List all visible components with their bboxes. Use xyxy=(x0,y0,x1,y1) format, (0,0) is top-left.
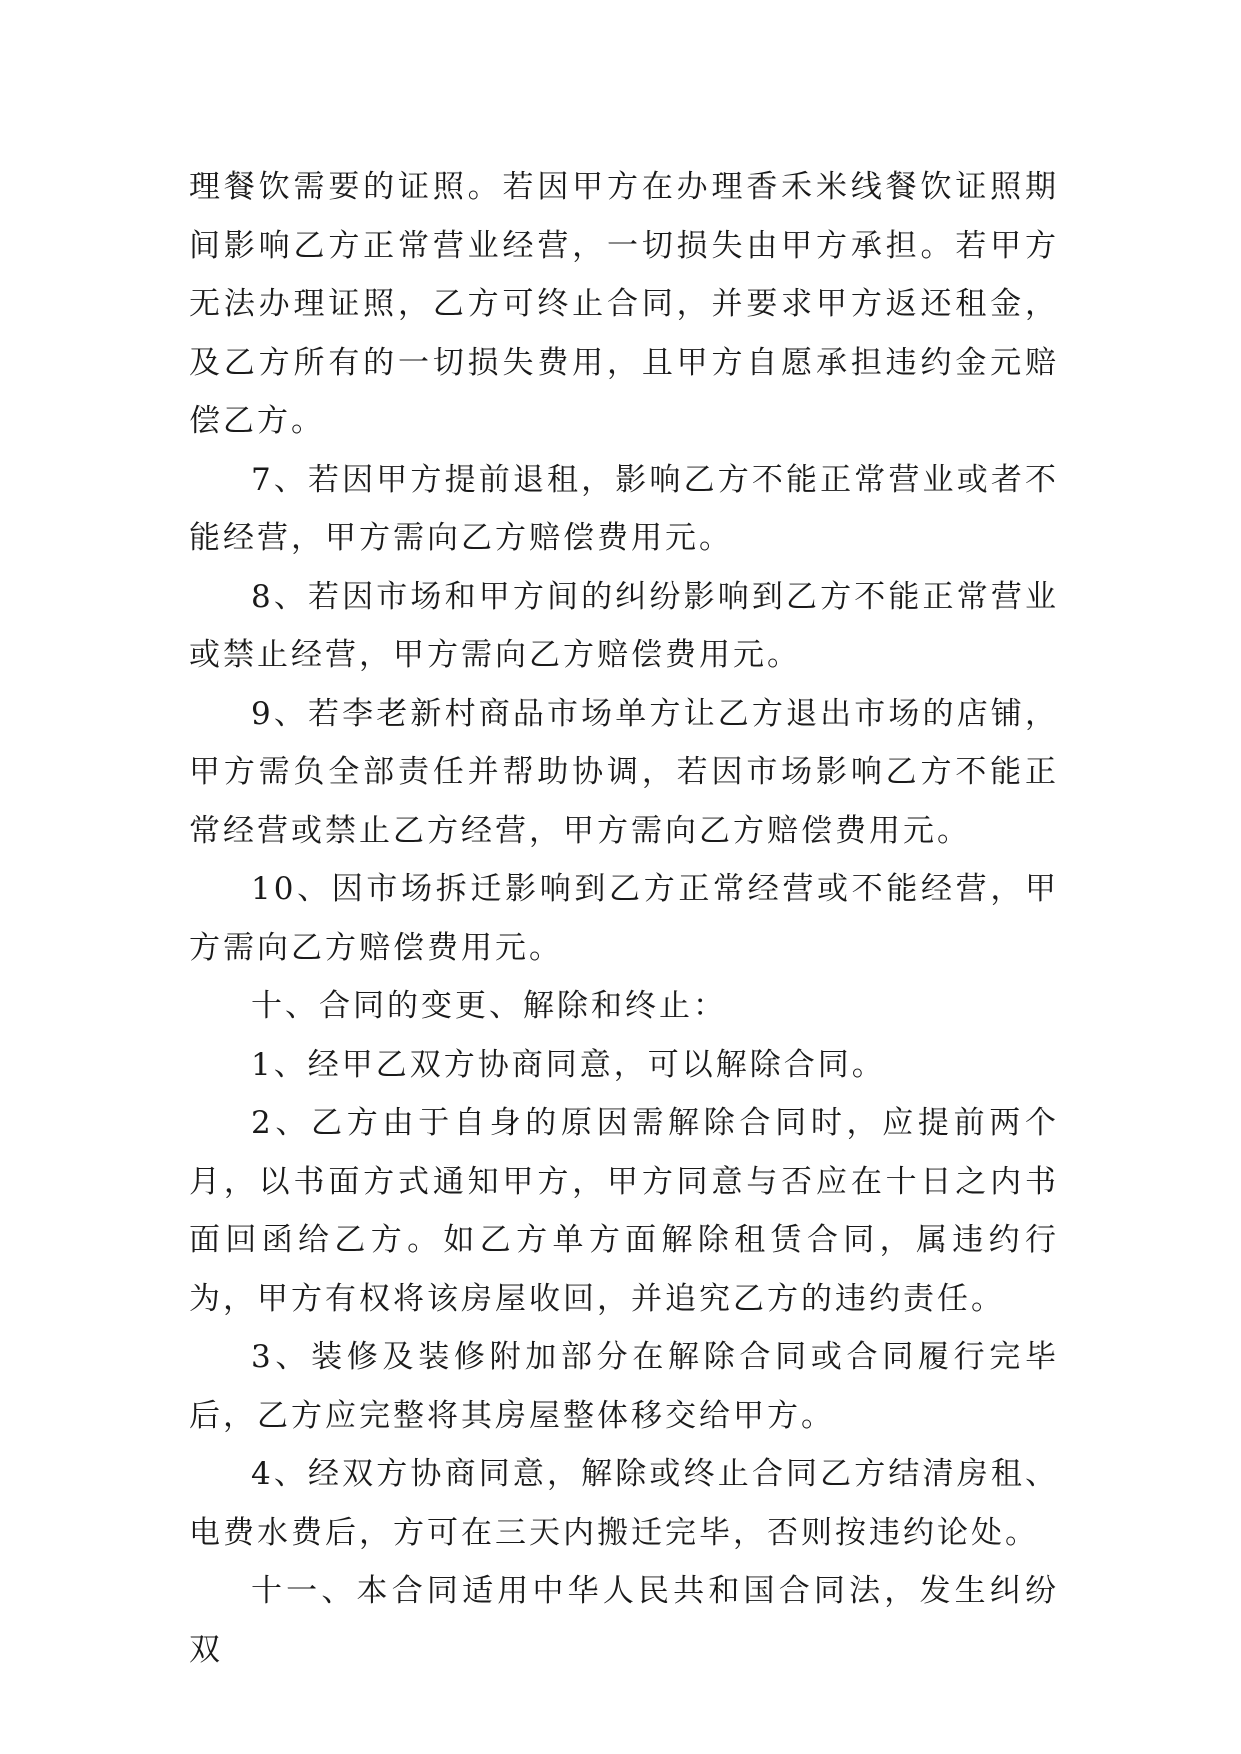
paragraph-clause-8: 8、若因市场和甲方间的纠纷影响到乙方不能正常营业或禁止经营，甲方需向乙方赔偿费用元。 xyxy=(189,578,1059,673)
section-heading-11: 十一、本合同适用中华人民共和国合同法，发生纠纷双 xyxy=(189,1573,1059,1668)
paragraph-clause-7: 7、若因甲方提前退租，影响乙方不能正常营业或者不能经营，甲方需向乙方赔偿费用元。 xyxy=(189,461,1059,556)
document-body xyxy=(189,158,1059,1679)
paragraph-termination-3: 3、装修及装修附加部分在解除合同或合同履行完毕后，乙方应完整将其房屋整体移交给甲方。 xyxy=(189,1339,1059,1434)
paragraph-clause-10: 10、因市场拆迁影响到乙方正常经营或不能经营，甲方需向乙方赔偿费用元。 xyxy=(189,871,1059,966)
section-heading-10: 十、合同的变更、解除和终止： xyxy=(251,988,727,1024)
paragraph-clause-9: 9、若李老新村商品市场单方让乙方退出市场的店铺，甲方需负全部责任并帮助协调，若因市场影响乙方不能正常经营或禁止乙方经营，甲方需向乙方赔偿费用元。 xyxy=(189,695,1059,849)
paragraph-termination-1: 1、经甲乙双方协商同意，可以解除合同。 xyxy=(251,1046,886,1083)
paragraph-termination-4: 4、经双方协商同意，解除或终止合同乙方结清房租、电费水费后，方可在三天内搬迁完毕，否则按违约论处。 xyxy=(189,1456,1059,1551)
paragraph-termination-2: 2、乙方由于自身的原因需解除合同时，应提前两个月，以书面方式通知甲方，甲方同意与否应在十日之内书面回函给乙方。如乙方单方面解除租赁合同，属违约行为，甲方有权将该房屋收回，并追究乙方的违约责任。 xyxy=(189,1105,1059,1317)
paragraph-continuation: 理餐饮需要的证照。若因甲方在办理香禾米线餐饮证照期间影响乙方正常营业经营，一切损失由甲方承担。若甲方无法办理证照，乙方可终止合同，并要求甲方返还租金，及乙方所有的一切损失费用，且甲方自愿承担违约金元赔偿乙方。 xyxy=(189,169,1059,439)
